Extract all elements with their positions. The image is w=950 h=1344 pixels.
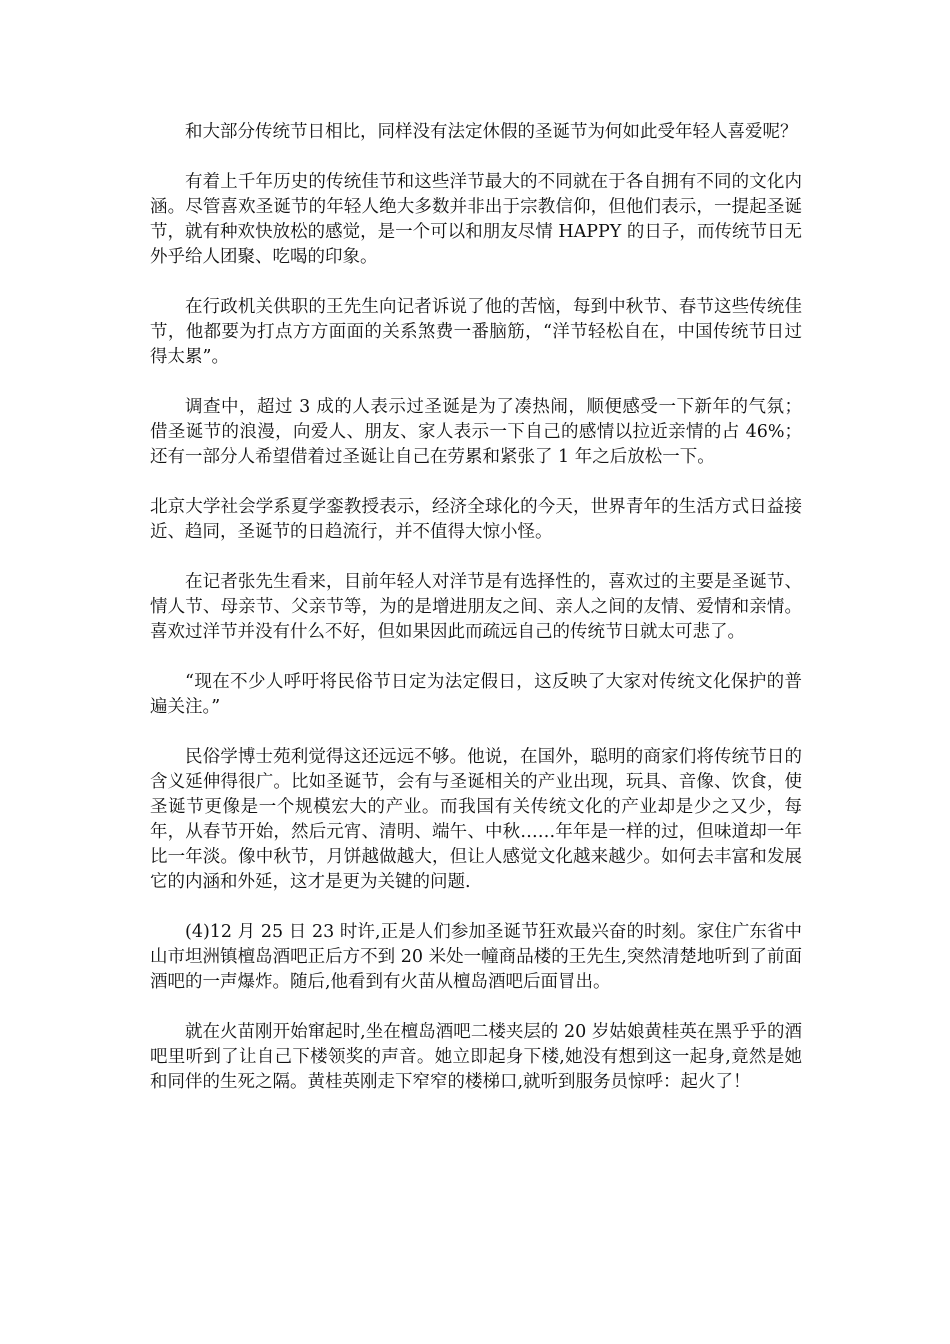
paragraph-8: 民俗学博士苑利觉得这还远远不够。他说，在国外，聪明的商家们将传统节日的含义延伸得很广。比如圣诞节，会有与圣诞相关的产业出现，玩具、音像、饮食，使圣诞节更像是一个规模宏大的产业。而我国有关传统文化的产业却是少之又少，每年，从春节开始，然后元宵、清明、端午、中秋……年年是一样的过，但味道却一年比一年淡。像中秋节，月饼越做越大，但让人感觉文化越来越少。如何去丰富和发展它的内涵和外延，这才是更为关键的问题.	[150, 747, 802, 892]
paragraph-4: 调查中，超过 3 成的人表示过圣诞是为了凑热闹，顺便感受一下新年的气氛；借圣诞节的浪漫，向爱人、朋友、家人表示一下自己的感情以拉近亲情的占 46%；还有一部分人希望借着过圣诞让自己在劳累和紧张了 1 年之后放松一下。	[150, 397, 802, 467]
paragraph-3: 在行政机关供职的王先生向记者诉说了他的苦恼，每到中秋节、春节这些传统佳节，他都要为打点方方面面的关系煞费一番脑筋，“洋节轻松自在，中国传统节日过得太累”。	[150, 297, 802, 367]
paragraph-1: 和大部分传统节日相比，同样没有法定休假的圣诞节为何如此受年轻人喜爱呢？	[185, 122, 798, 142]
paragraph-5: 北京大学社会学系夏学銮教授表示，经济全球化的今天，世界青年的生活方式日益接近、趋同，圣诞节的日趋流行，并不值得大惊小怪。	[150, 497, 802, 542]
paragraph-6: 在记者张先生看来，目前年轻人对洋节是有选择性的，喜欢过的主要是圣诞节、情人节、母亲节、父亲节等，为的是增进朋友之间、亲人之间的友情、爱情和亲情。喜欢过洋节并没有什么不好，但如果因此而疏远自己的传统节日就太可悲了。	[150, 572, 802, 642]
paragraph-7: “现在不少人呼吁将民俗节日定为法定假日，这反映了大家对传统文化保护的普遍关注。”	[150, 672, 802, 717]
paragraph-9: (4)12 月 25 日 23 时许,正是人们参加圣诞节狂欢最兴奋的时刻。家住广东省中山市坦洲镇檀岛酒吧正后方不到 20 米处一幢商品楼的王先生,突然清楚地听到了前面酒吧的一声爆炸。随后,他看到有火苗从檀岛酒吧后面冒出。	[150, 922, 802, 992]
paragraph-2: 有着上千年历史的传统佳节和这些洋节最大的不同就在于各自拥有不同的文化内涵。尽管喜欢圣诞节的年轻人绝大多数并非出于宗教信仰，但他们表示，一提起圣诞节，就有种欢快放松的感觉，是一个可以和朋友尽情 HAPPY 的日子，而传统节日无外乎给人团聚、吃喝的印象。	[150, 172, 802, 267]
paragraph-10: 就在火苗刚开始窜起时,坐在檀岛酒吧二楼夹层的 20 岁姑娘黄桂英在黑乎乎的酒吧里听到了让自己下楼领奖的声音。她立即起身下楼,她没有想到这一起身,竟然是她和同伴的生死之隔。黄桂英刚走下窄窄的楼梯口,就听到服务员惊呼：起火了！	[150, 1022, 802, 1092]
document-body	[150, 120, 802, 1120]
